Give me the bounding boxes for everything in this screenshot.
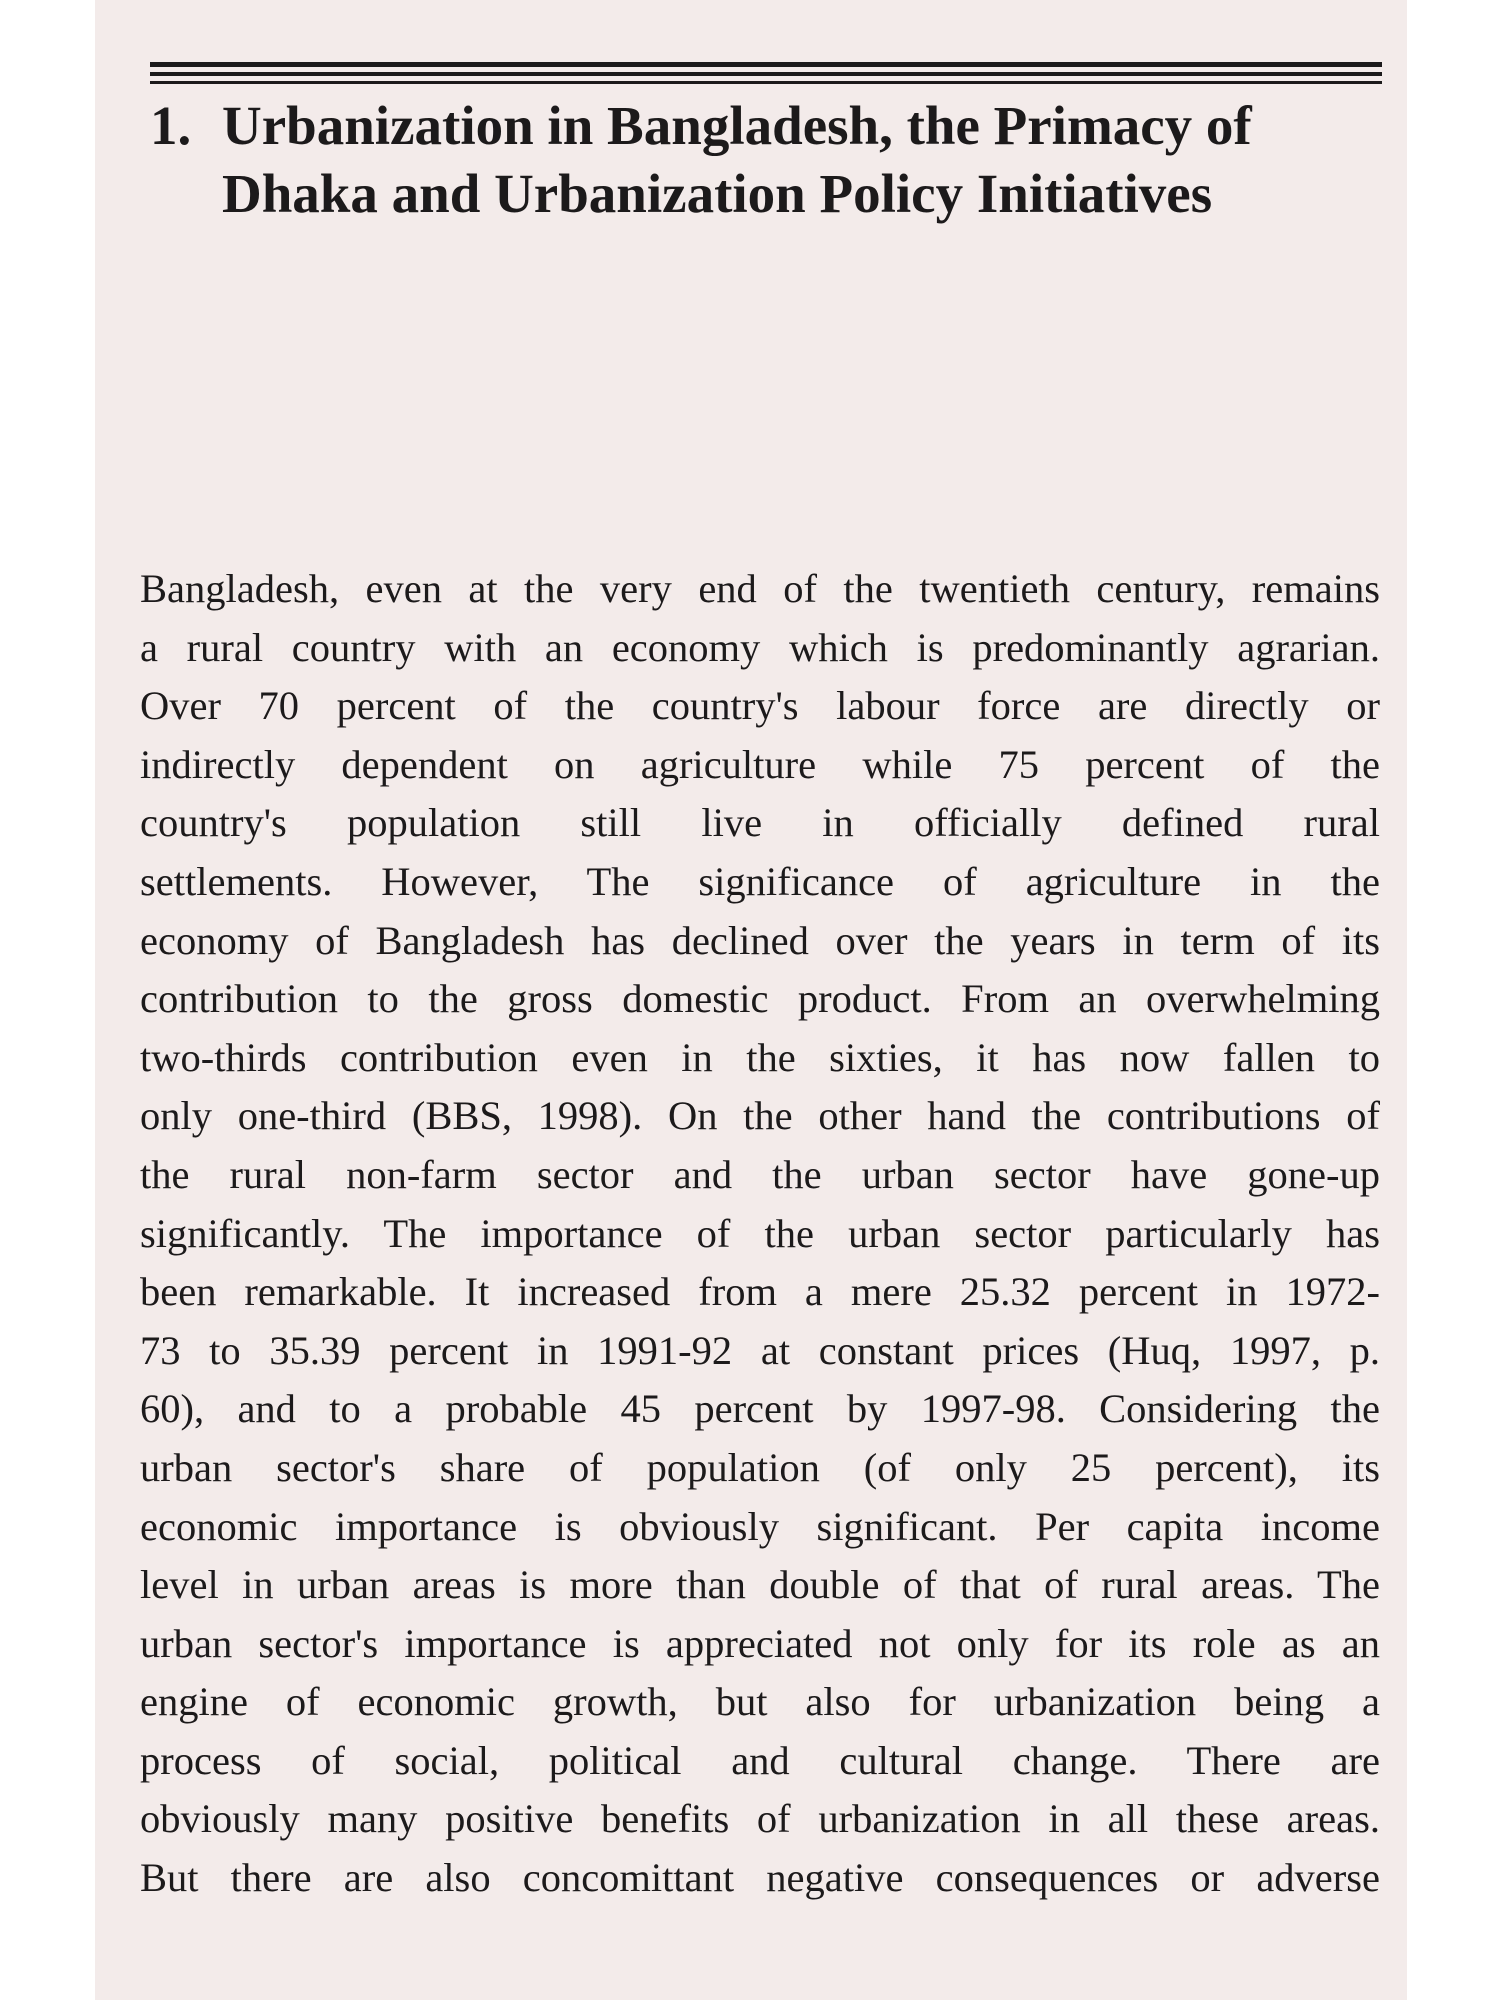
- paragraph-line: engine of economic growth, but also for urbanization being a: [140, 1679, 1380, 1725]
- paragraph-line: urban sector's share of population (of only 25 percent), its: [140, 1444, 1380, 1490]
- book-page: [95, 0, 1407, 2000]
- heading-rule-top: [150, 62, 1382, 67]
- heading-rule-middle: [150, 72, 1382, 76]
- paragraph-line: Bangladesh, even at the very end of the twentieth century, remains: [140, 566, 1380, 611]
- section-title: Urbanization in Bangladesh, the Primacy of Dhaka and Urbanization Policy Initiatives: [222, 95, 1252, 224]
- heading-rule-bottom: [150, 81, 1382, 84]
- paragraph-line: country's population still live in officially defined rural: [140, 800, 1380, 846]
- paragraph-line: obviously many positive benefits of urbanization in all these areas.: [140, 1796, 1380, 1842]
- paragraph-line: only one-third (BBS, 1998). On the other hand the contributions of: [140, 1093, 1380, 1139]
- paragraph-line: settlements. However, The significance of agriculture in the: [140, 858, 1380, 904]
- paragraph-line: 73 to 35.39 percent in 1991-92 at constant prices (Huq, 1997, p.: [140, 1327, 1380, 1373]
- paragraph-line: been remarkable. It increased from a mere 25.32 percent in 1972-: [140, 1269, 1380, 1315]
- body-paragraph: [140, 560, 1380, 1908]
- paragraph-line: contribution to the gross domestic product. From an overwhelming: [140, 976, 1380, 1022]
- paragraph-line: But there are also concomittant negative consequences or adverse: [140, 1855, 1380, 1901]
- paragraph-line: process of social, political and cultural change. There are: [140, 1737, 1380, 1783]
- paragraph-line: level in urban areas is more than double of that of rural areas. The: [140, 1562, 1380, 1608]
- paragraph-line: economic importance is obviously significant. Per capita income: [140, 1503, 1380, 1549]
- paragraph-line: a rural country with an economy which is predominantly agrarian.: [140, 624, 1380, 670]
- section-heading: [150, 92, 1390, 228]
- section-number: 1.: [150, 95, 192, 156]
- paragraph-line: urban sector's importance is appreciated not only for its role as an: [140, 1620, 1380, 1666]
- paragraph-line: economy of Bangladesh has declined over the years in term of its: [140, 917, 1380, 963]
- paragraph-line: Over 70 percent of the country's labour force are directly or: [140, 683, 1380, 729]
- paragraph-line: indirectly dependent on agriculture while 75 percent of the: [140, 741, 1380, 787]
- paragraph-line: 60), and to a probable 45 percent by 1997-98. Considering the: [140, 1386, 1380, 1432]
- paragraph-line: two-thirds contribution even in the sixties, it has now fallen to: [140, 1034, 1380, 1080]
- paragraph-line: the rural non-farm sector and the urban sector have gone-up: [140, 1151, 1380, 1197]
- paragraph-line: significantly. The importance of the urban sector particularly has: [140, 1210, 1380, 1256]
